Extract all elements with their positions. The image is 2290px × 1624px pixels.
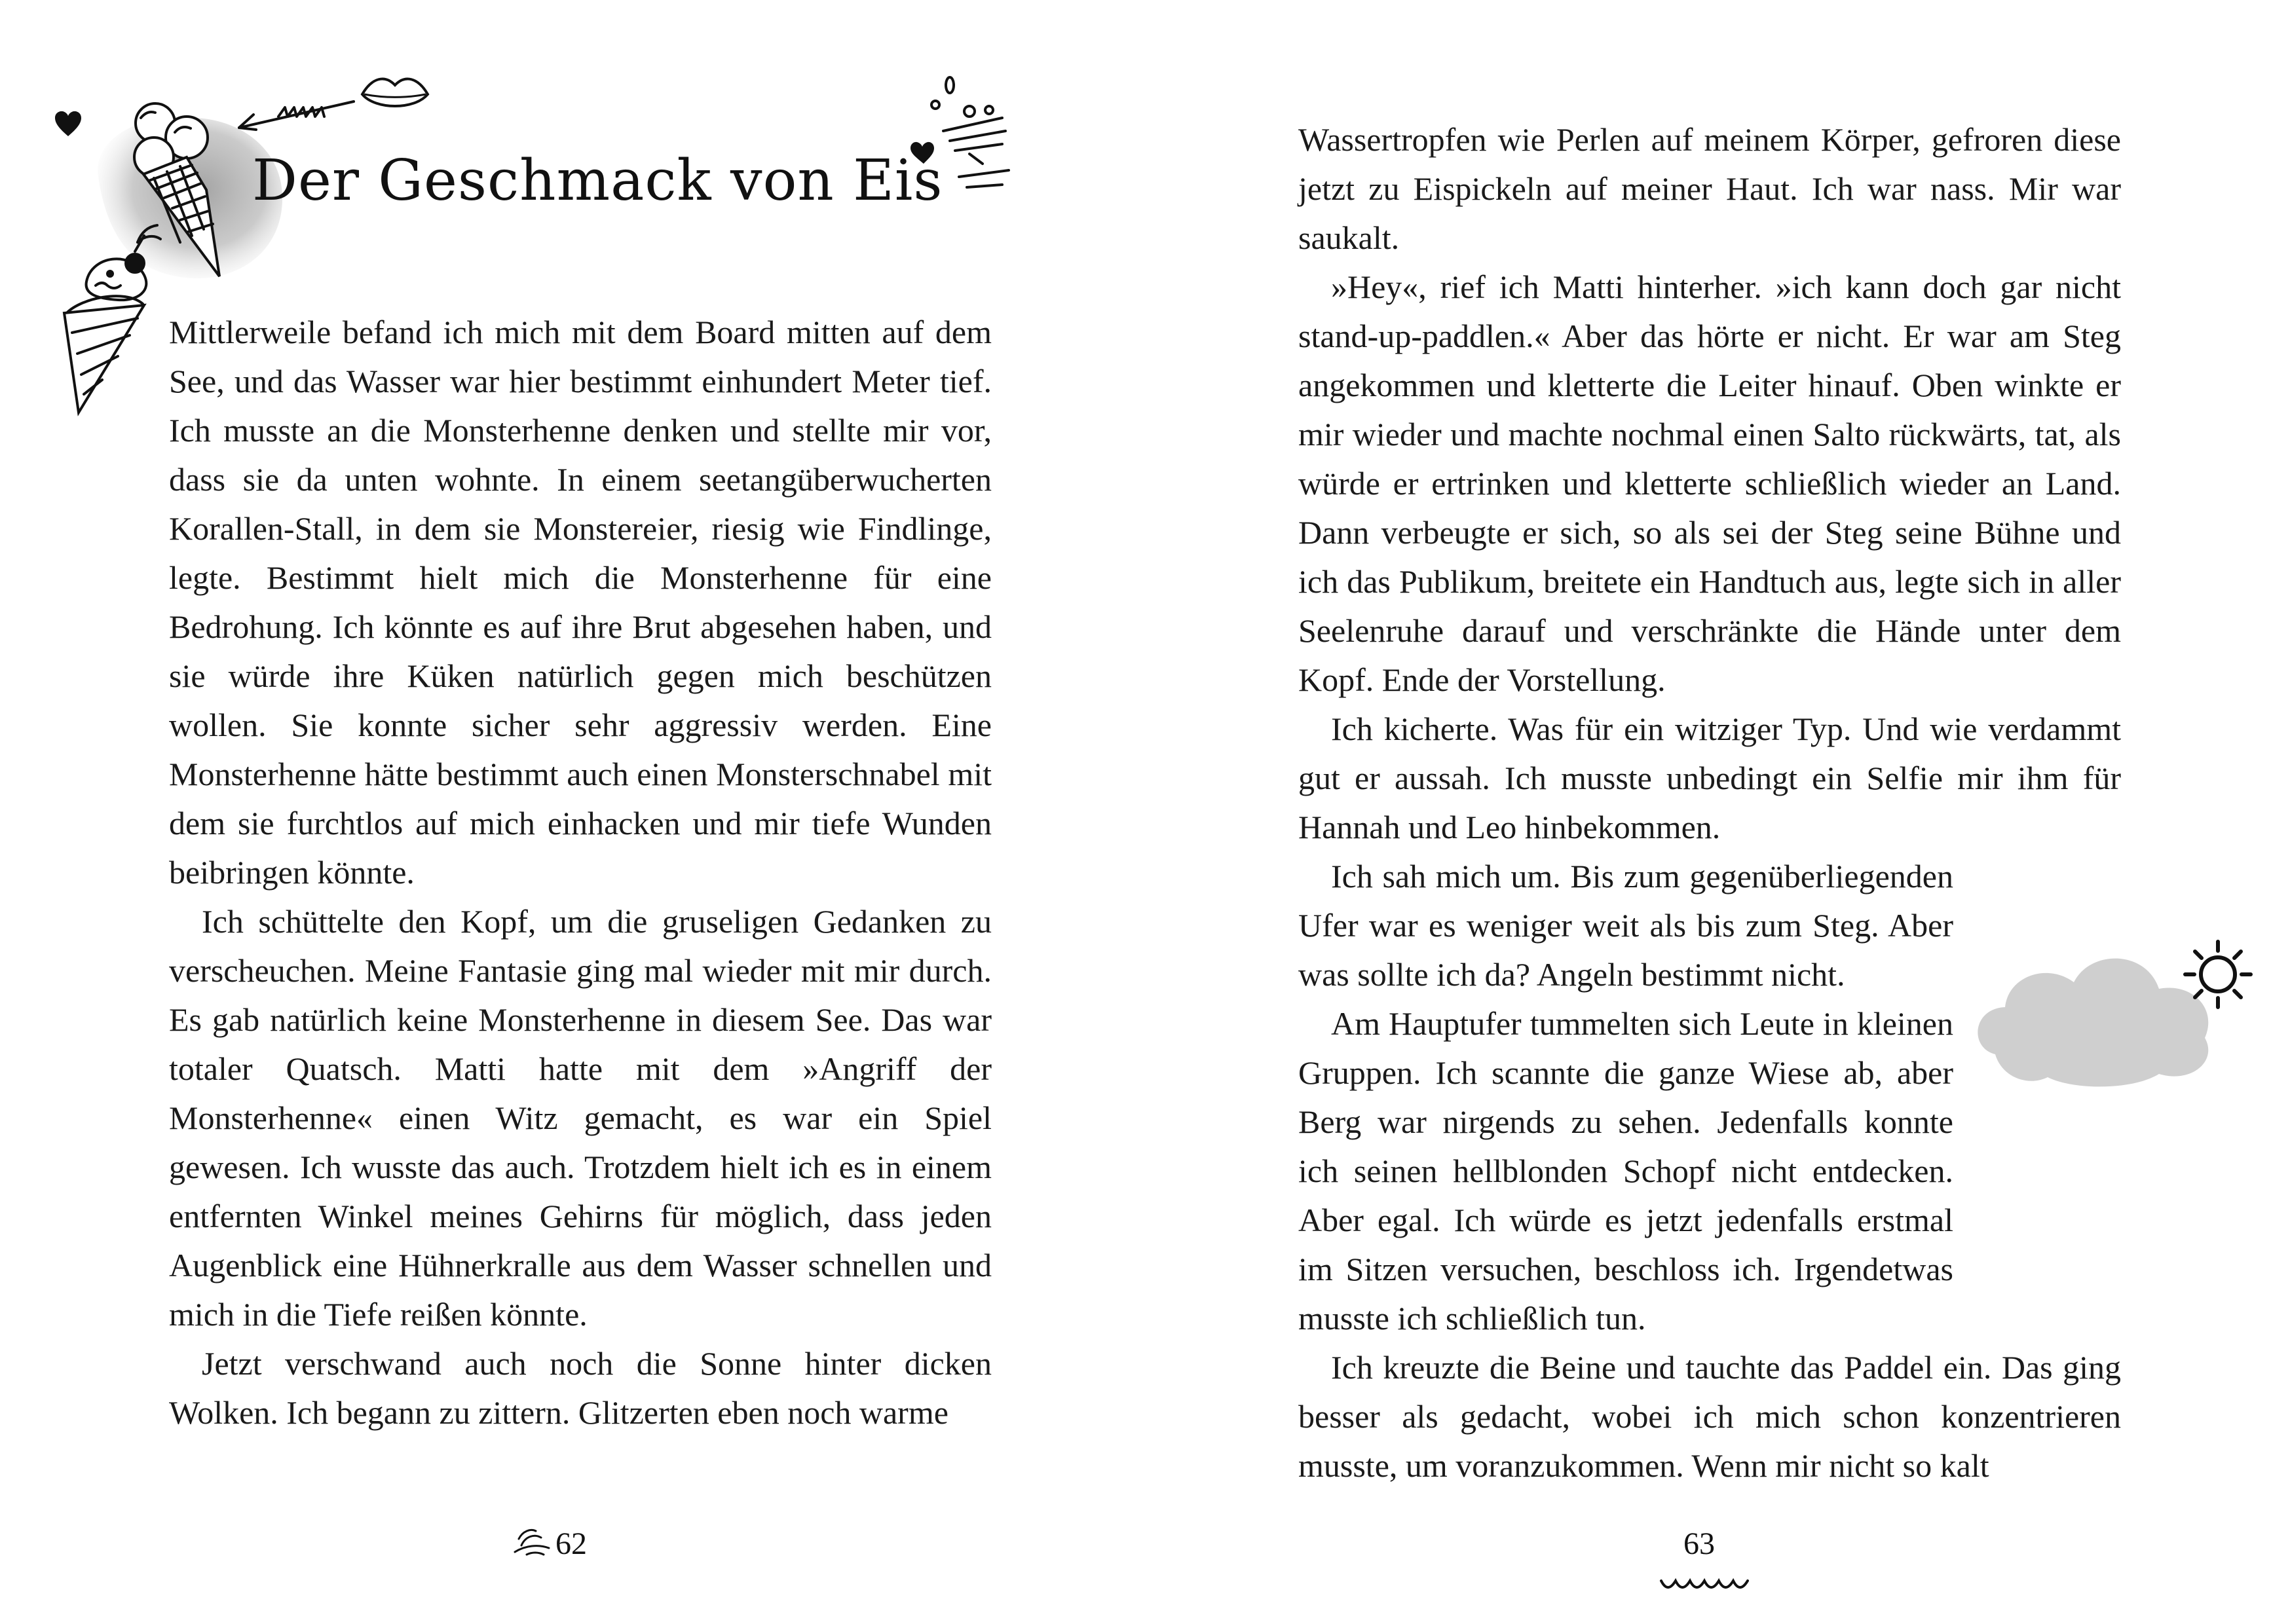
paragraph: Wassertropfen wie Perlen auf meinem Körper, gefroren diese jetzt zu Eispickeln auf meiner Haut. Ich war nass. Mir war saukalt. xyxy=(1298,121,2121,256)
paragraph: Ich schüttelte den Kopf, um die gruseligen Gedanken zu verscheuchen. Meine Fantasie ging mal wieder mit mir durch. Es gab natürlich keine Monsterhenne in diesem See. Das war totaler Quatsch. Matti hatte mit dem »Angriff der Monsterhenne« einen Witz gemacht, es war ein Spiel gewesen. Ich wusste das auch. Trotzdem hielt ich es in einem entfernten Winkel meines Gehirns für möglich, dass jeden Augenblick eine Hühnerkralle aus dem Wasser schnellen und mich in die Tiefe reißen könnte. xyxy=(169,903,992,1333)
heart-icon xyxy=(54,110,83,139)
leaf-ornament-icon xyxy=(512,1526,552,1559)
right-body-text xyxy=(1298,115,2121,1490)
paragraph: Am Hauptufer tummelten sich Leute in kleinen Gruppen. Ich scannte die ganze Wiese ab, aber Berg war nirgends zu sehen. Jedenfalls konnte ich seinen hellblonden Schopf nicht entdecken. Aber egal. Ich würde es jetzt jedenfalls erstmal im Sitzen versuchen, beschloss ich. Irgendetwas musste ich schließlich tun. xyxy=(1298,1005,1953,1337)
right-page xyxy=(1145,0,2290,1624)
left-body-text xyxy=(169,308,992,1437)
page-number: 62 xyxy=(555,1526,587,1561)
arrow-icon xyxy=(233,92,357,138)
sun-icon xyxy=(2172,929,2264,1020)
cupcake-cone-icon xyxy=(39,223,170,426)
paragraph: Jetzt verschwand auch noch die Sonne hinter dicken Wolken. Ich begann zu zittern. Glitzerten eben noch warme xyxy=(169,1345,992,1431)
paragraph: Ich kreuzte die Beine und tauchte das Paddel ein. Das ging besser als gedacht, wobei ich mich schon konzentrieren musste, um voranzukommen. Wenn mir nicht so kalt xyxy=(1298,1349,2121,1484)
paragraph: »Hey«, rief ich Matti hinterher. »ich kann doch gar nicht stand-up-paddlen.« Aber das hörte er nicht. Er war am Steg angekommen und kletterte die Leiter hinauf. Oben winkte er mir wieder und machte nochmal einen Salto rückwärts, tat, als würde er ertrinken und kletterte schließlich wieder an Land. Dann verbeugte er sich, so als sei der Steg seine Bühne und ich das Publikum, breitete ein Handtuch aus, legte sich in aller Seelenruhe darauf und verschränkte die Hände unter dem Kopf. Ende der Vorstellung. xyxy=(1298,268,2121,698)
page-number: 63 xyxy=(1683,1526,1715,1561)
chapter-title: Der Geschmack von Eis xyxy=(252,148,943,213)
paragraph: Ich kicherte. Was für ein witziger Typ. Und wie verdammt gut er aussah. Ich musste unbedingt ein Selfie mir ihm für Hannah und Leo hinbekommen. xyxy=(1298,710,2121,845)
wave-ornament-icon xyxy=(1657,1572,1749,1595)
lips-icon xyxy=(359,69,431,115)
paragraph: Mittlerweile befand ich mich mit dem Board mitten auf dem See, und das Wasser war hier bestimmt einhundert Meter tief. Ich musste an die Monsterhenne denken und stellte mir vor, dass sie da unten wohnte. In einem seetangüberwucherten Korallen-Stall, in dem sie Monstereier, riesig wie Findlinge, legte. Bestimmt hielt mich die Monsterhenne für eine Bedrohung. Ich könnte es auf ihre Brut abgesehen haben, und sie würde ihre Küken natürlich gegen mich beschützen wollen. Sie konnte sicher sehr aggressiv werden. Eine Monsterhenne hätte bestimmt auch einen Monsterschnabel mit dem sie furchtlos auf mich einhacken und mir tiefe Wunden beibringen könnte. xyxy=(169,314,992,891)
paragraph: Ich sah mich um. Bis zum gegenüberliegenden Ufer war es weniger weit als bis zum Steg. Aber was sollte ich da? Angeln bestimmt nicht. xyxy=(1298,858,1953,993)
